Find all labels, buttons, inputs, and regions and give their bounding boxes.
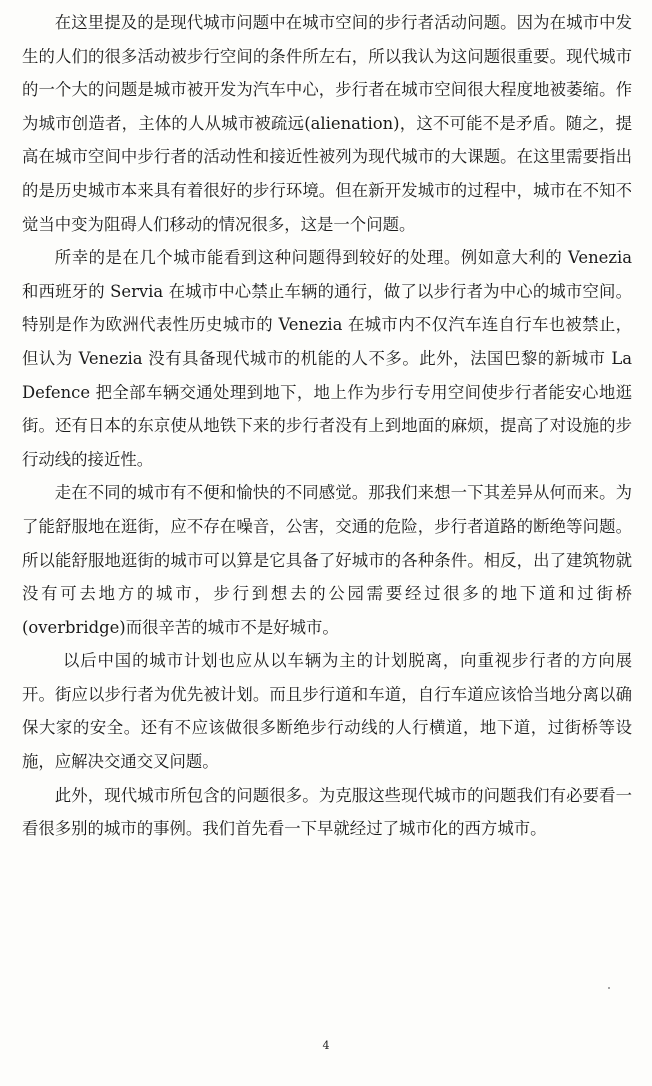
body-text — [22, 6, 632, 846]
page-number: 4 — [322, 1039, 330, 1052]
paragraph-5: 此外，现代城市所包含的问题很多。为克服这些现代城市的问题我们有必要看一看很多别的城市的事例。我们首先看一下早就经过了城市化的西方城市。 — [22, 785, 632, 839]
paragraph-2: 所幸的是在几个城市能看到这种问题得到较好的处理。例如意大利的 Venezia 和西班牙的 Servia 在城市中心禁止车辆的通行，做了以步行者为中心的城市空间。特别是作为欧洲代表性历史城市的 Venezia 在城市内不仅汽车连自行车也被禁止，但认为 Venezia 没有具备现代城市的机能的人不多。此外，法国巴黎的新城市 La Defence 把全部车辆交通处理到地下，地上作为步行专用空间使步行者能安心地逛街。还有日本的东京使从地铁下来的步行者没有上到地面的麻烦，提高了对设施的步行动线的接近性。 — [22, 248, 632, 469]
paragraph-4: 以后中国的城市计划也应从以车辆为主的计划脱离，向重视步行者的方向展开。街应以步行者为优先被计划。而且步行道和车道，自行车道应该恰当地分离以确保大家的安全。还有不应该做很多断绝步行动线的人行横道，地下道，过街桥等设施，应解决交通交叉问题。 — [22, 651, 632, 772]
scan-speck — [608, 987, 610, 989]
paragraph-3: 走在不同的城市有不便和愉快的不同感觉。那我们来想一下其差异从何而来。为了能舒服地在逛街，应不存在噪音，公害，交通的危险，步行者道路的断绝等问题。所以能舒服地逛街的城市可以算是它具备了好城市的各种条件。相反，出了建筑物就没有可去地方的城市，步行到想去的公园需要经过很多的地下道和过街桥(overbridge)而很辛苦的城市不是好城市。 — [22, 483, 632, 637]
paragraph-1: 在这里提及的是现代城市问题中在城市空间的步行者活动问题。因为在城市中发生的人们的很多活动被步行空间的条件所左右，所以我认为这问题很重要。现代城市的一个大的问题是城市被开发为汽车中心，步行者在城市空间很大程度地被萎缩。作为城市创造者，主体的人从城市被疏远(alienation)，这不可能不是矛盾。随之，提高在城市空间中步行者的活动性和接近性被列为现代城市的大课题。在这里需要指出的是历史城市本来具有着很好的步行环境。但在新开发城市的过程中，城市在不知不觉当中变为阻碍人们移动的情况很多，这是一个问题。 — [22, 13, 632, 234]
